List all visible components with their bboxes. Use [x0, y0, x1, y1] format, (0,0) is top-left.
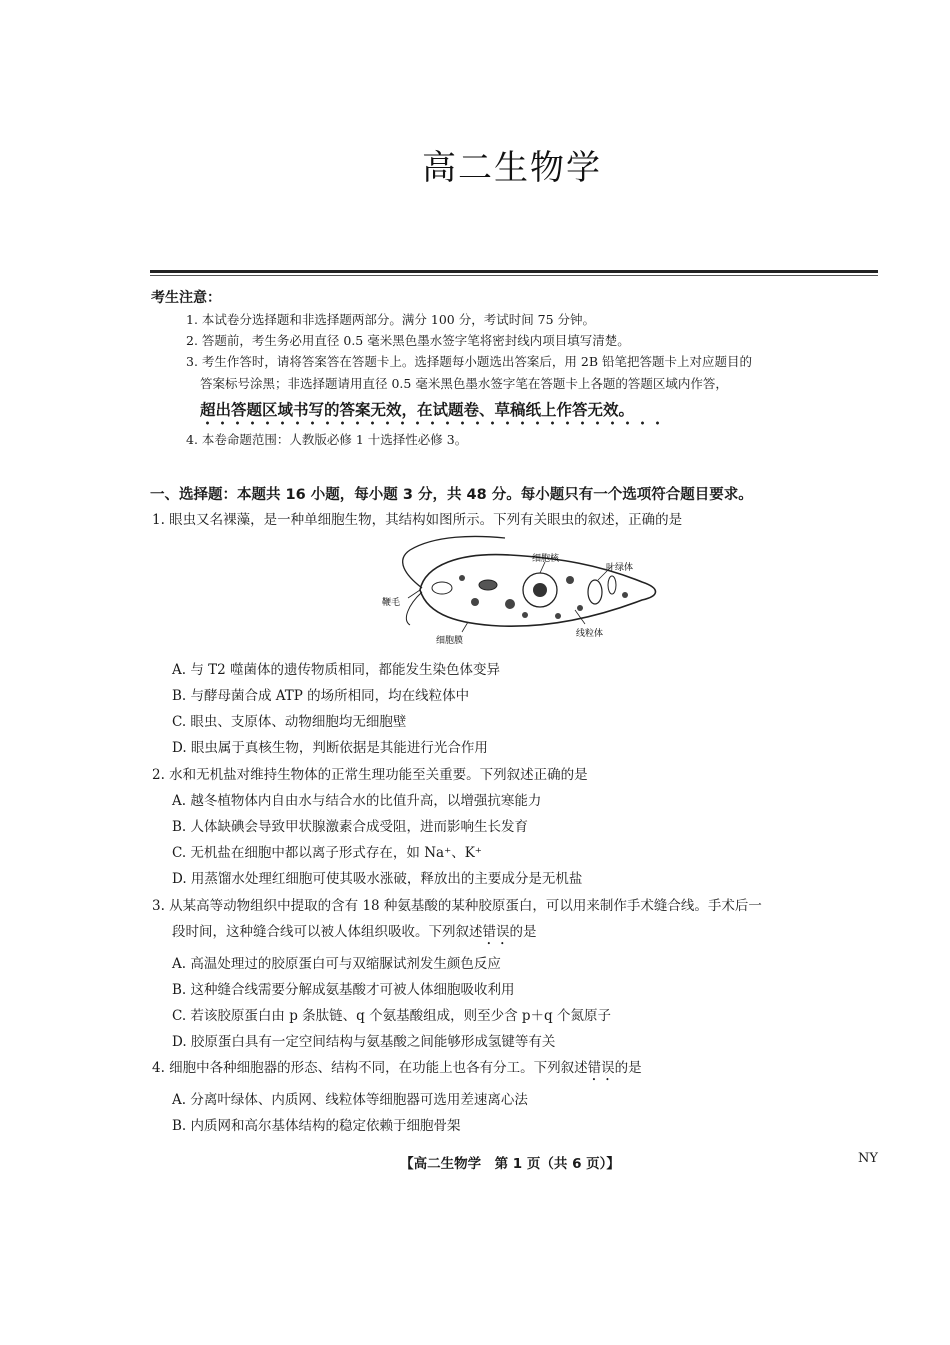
- page-title: 高二生物学: [422, 148, 602, 188]
- option-b: B. 内质网和高尔基体结构的稳定依赖于细胞骨架: [172, 1118, 461, 1134]
- page-footer: 【高二生物学 第 1 页（共 6 页）】: [400, 1156, 620, 1172]
- option-a: A. 高温处理过的胶原蛋白可与双缩脲试剂发生颜色反应: [172, 956, 501, 972]
- label-chloroplast: 叶绿体: [606, 563, 634, 573]
- question-stem-cont: 段时间，这种缝合线可以被人体组织吸收。下列叙述错误的是: [172, 924, 537, 940]
- question-stem: 2. 水和无机盐对维持生物体的正常生理功能至关重要。下列叙述正确的是: [152, 767, 588, 783]
- euglena-diagram: [380, 530, 670, 650]
- flagellum-base: [406, 592, 422, 625]
- option-d: D. 用蒸馏水处理红细胞可使其吸水涨破，释放出的主要成分是无机盐: [172, 871, 583, 887]
- option-b: B. 与酵母菌合成 ATP 的场所相同，均在线粒体中: [172, 688, 470, 704]
- section-header: 一、选择题：本题共 16 小题，每小题 3 分，共 48 分。每小题只有一个选项符合题目要求。: [150, 487, 753, 503]
- footer-code: NY: [858, 1151, 878, 1166]
- header-divider: [150, 270, 878, 273]
- option-d: D. 眼虫属于真核生物，判断依据是其能进行光合作用: [172, 740, 488, 756]
- label-flagellum: 鞭毛: [382, 598, 401, 608]
- notice-warning: 超出答题区域书写的答案无效，在试题卷、草稿纸上作答无效。: [200, 401, 635, 419]
- header-divider-thin: [150, 275, 878, 276]
- question-stem: 1. 眼虫又名裸藻，是一种单细胞生物，其结构如图所示。下列有关眼虫的叙述，正确的是: [152, 512, 683, 528]
- notice-heading: 考生注意：: [151, 290, 221, 306]
- emphasis-dots: [200, 421, 670, 425]
- option-c: C. 若该胶原蛋白由 p 条肽链、q 个氨基酸组成，则至少含 p＋q 个氮原子: [172, 1008, 611, 1024]
- notice-item: 2. 答题前，考生务必用直径 0.5 毫米黑色墨水签字笔将密封线内项目填写清楚。: [186, 333, 630, 348]
- option-c: C. 眼虫、支原体、动物细胞均无细胞壁: [172, 714, 407, 730]
- option-a: A. 与 T2 噬菌体的遗传物质相同，都能发生染色体变异: [172, 662, 501, 678]
- option-d: D. 胶原蛋白具有一定空间结构与氨基酸之间能够形成氢键等有关: [172, 1034, 556, 1050]
- chloroplast: [588, 580, 602, 604]
- option-a: A. 分离叶绿体、内质网、线粒体等细胞器可选用差速离心法: [172, 1092, 528, 1108]
- option-b: B. 人体缺碘会导致甲状腺激素合成受阻，进而影响生长发育: [172, 819, 529, 835]
- label-membrane: 细胞膜: [436, 636, 464, 646]
- nucleolus: [533, 583, 547, 597]
- question-stem: 4. 细胞中各种细胞器的形态、结构不同，在功能上也各有分工。下列叙述错误的是: [152, 1060, 642, 1076]
- option-a: A. 越冬植物体内自由水与结合水的比值升高，以增强抗寒能力: [172, 793, 542, 809]
- notice-item: 1. 本试卷分选择题和非选择题两部分。满分 100 分，考试时间 75 分钟。: [186, 312, 596, 327]
- notice-item: 3. 考生作答时，请将答案答在答题卡上。选择题每小题选出答案后，用 2B 铅笔把答题卡上对应题目的: [186, 354, 752, 369]
- chloroplast: [479, 580, 497, 590]
- label-mitochondrion: 线粒体: [576, 629, 604, 639]
- label-nucleus: 细胞核: [532, 554, 560, 564]
- notice-item: 4. 本卷命题范围：人教版必修 1 十选择性必修 3。: [186, 432, 468, 447]
- notice-item: 答案标号涂黑；非选择题请用直径 0.5 毫米黑色墨水签字笔在答题卡上各题的答题区域内作答，: [200, 376, 728, 391]
- option-c: C. 无机盐在细胞中都以离子形式存在，如 Na⁺、K⁺: [172, 845, 482, 861]
- option-b: B. 这种缝合线需要分解成氨基酸才可被人体细胞吸收利用: [172, 982, 515, 998]
- question-stem: 3. 从某高等动物组织中提取的含有 18 种氨基酸的某种胶原蛋白，可以用来制作手术缝合线。手术后一: [152, 898, 762, 914]
